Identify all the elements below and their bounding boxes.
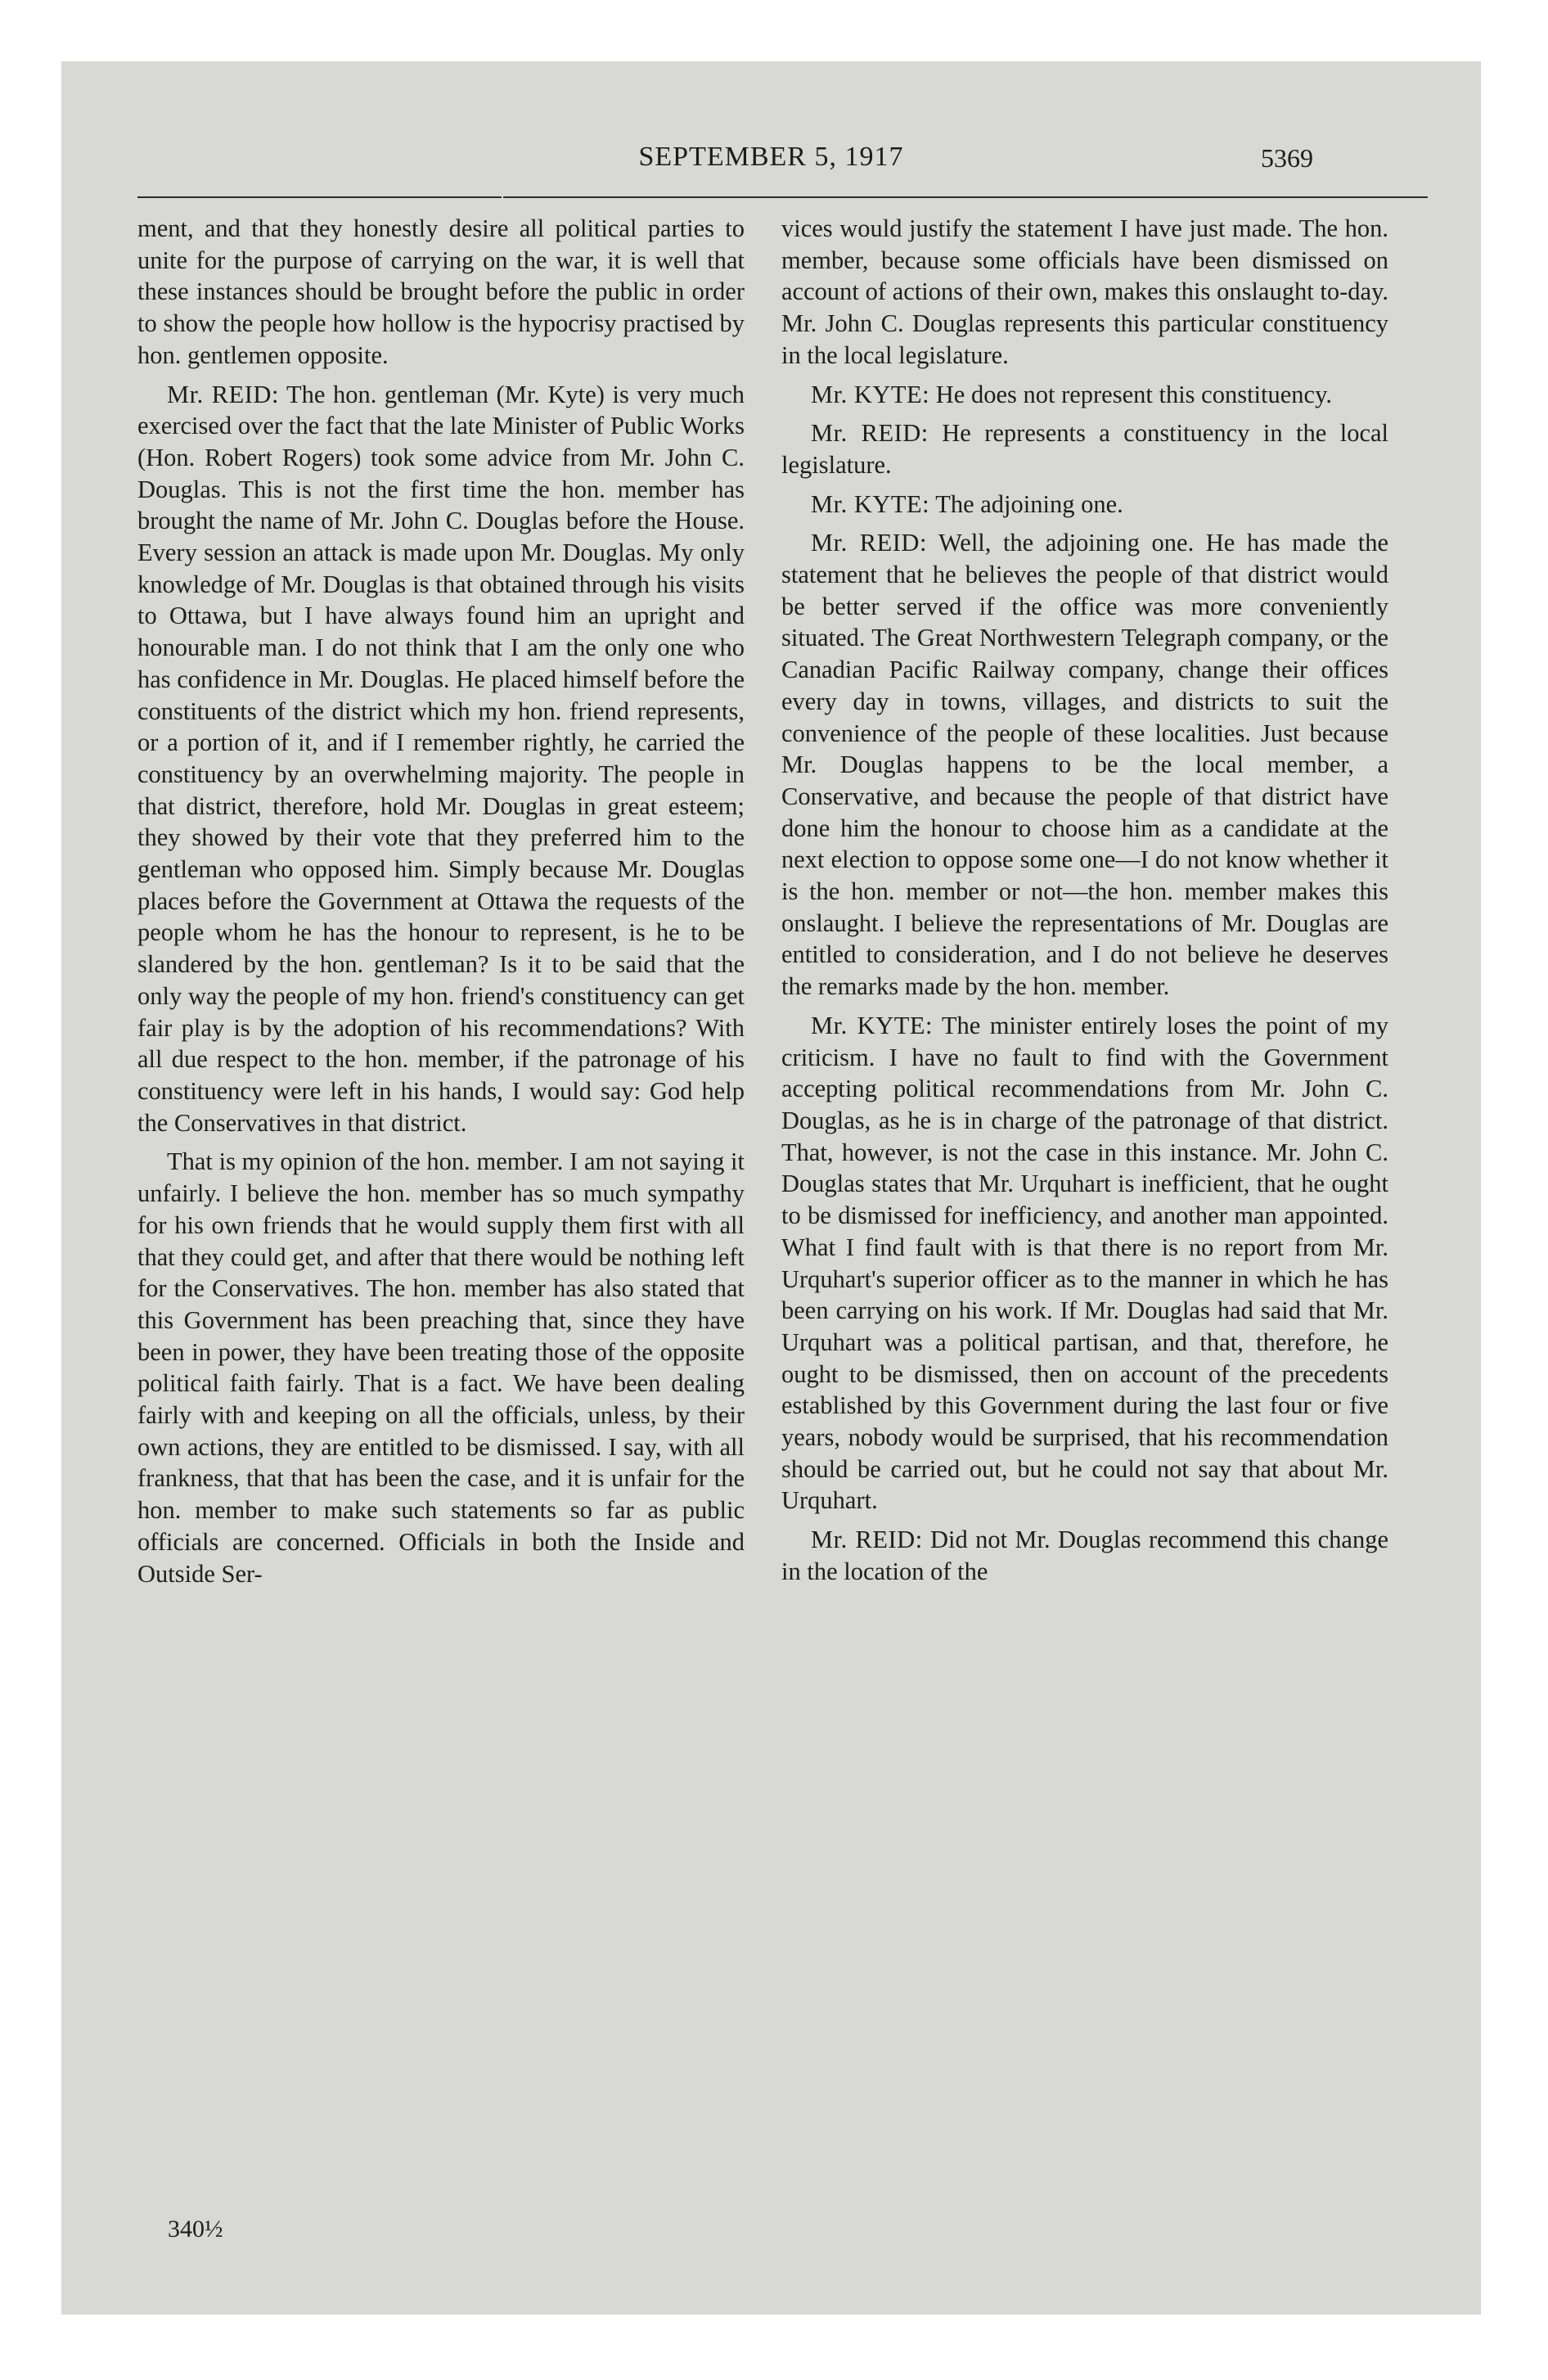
paragraph: [781, 527, 1388, 1003]
page-header: [61, 61, 1481, 176]
speech-text: He does not represent this constituency.: [935, 380, 1332, 408]
speaker-name: Mr. REID:: [167, 380, 279, 408]
paragraph: [781, 489, 1388, 521]
speech-text: The hon. gentleman (Mr. Kyte) is very much exercised over the fact that the late Minister of Public Works (Hon. Robert Rogers) took some advice from Mr. John C. Douglas. This is not the first time the hon. member has brought the name of Mr. John C. Douglas before the House. Every session an attack is made upon Mr. Douglas. My only knowledge of Mr. Douglas is that obtained through his visits to Ottawa, but I have always found him an upright and honourable man. I do not think that I am the only one who has confidence in Mr. Douglas. He placed himself before the constituents of the district which my hon. friend represents, or a portion of it, and if I remember rightly, he carried the constituency by an overwhelming majority. The people in that district, therefore, hold Mr. Douglas in great esteem; they showed by their vote that they preferred him to the gentleman who opposed him. Simply because Mr. Douglas places before the Government at Ottawa the requests of the people whom he has the honour to represent, is he to be slandered by the hon. gentleman? Is it to be said that the only way the people of my hon. friend's constituency can get fair play is by the adoption of his recommendations? With all due respect to the hon. member, if the patronage of his constituency were left in his hands, I would say: God help the Conservatives in that district.: [137, 380, 745, 1137]
paragraph: That is my opinion of the hon. member. I am not saying it unfairly. I believe the hon. member has so much sympathy for his own friends that he would supply them first with all that they could get, and after that there would be nothing left for the Conservatives. The hon. member has also stated that this Government has been preaching that, since they have been in power, they have been treating those of the opposite political faith fairly. That is a fact. We have been dealing fairly with and keeping on all the officials, unless, by their own actions, they are entitled to be dismissed. I say, with all frankness, that that has been the case, and it is unfair for the hon. member to make such statements so far as public officials are concerned. Officials in both the Inside and Outside Ser-: [137, 1147, 745, 1588]
paragraph: [781, 1010, 1388, 1517]
header-date: SEPTEMBER 5, 1917: [638, 142, 904, 172]
paragraph: vices would justify the statement I have just made. The hon. member, because some officials have been dismissed on account of actions of their own, makes this onslaught to-day. Mr. John C. Douglas represents this particular constituency in the local legislature.: [781, 214, 1388, 369]
speaker-name: Mr. REID:: [811, 1526, 923, 1554]
footer-mark: 340½: [168, 2215, 223, 2243]
left-column: [137, 213, 745, 1597]
header-rule-left: [137, 196, 502, 198]
paragraph: [781, 379, 1388, 411]
speech-text: The adjoining one.: [935, 489, 1123, 518]
paragraph: ment, and that they honestly desire all political parties to unite for the purpose of carrying on the war, it is well that these instances should be brought before the public in order to show the people how hollow is the hypocrisy practised by hon. gentlemen opposite.: [137, 214, 745, 369]
speech-text: Well, the adjoining one. He has made the statement that he believes the people of that district would be better served if the office was more conveniently situated. The Great Northwestern Telegraph company, or the Canadian Pacific Railway company, change their offices every day in towns, villages, and districts to suit the convenience of the people of these localities. Just because Mr. Douglas happens to be the local member, a Conservative, and because the people of that district have done him the honour to choose him as a candidate at the next election to oppose some one—I do not know whether it is the hon. member or not—the hon. member makes this onslaught. I believe the representations of Mr. Douglas are entitled to consideration, and I do not believe he deserves the remarks made by the hon. member.: [781, 529, 1388, 1001]
speech-text: He represents a constituency in the local legislature.: [781, 419, 1388, 479]
speaker-name: Mr. REID:: [811, 529, 927, 557]
page-number: 5369: [1261, 143, 1313, 173]
speaker-name: Mr. REID:: [811, 419, 929, 448]
paragraph: [781, 1524, 1388, 1587]
speaker-name: Mr. KYTE:: [811, 1011, 933, 1039]
speech-text: Did not Mr. Douglas recommend this change in the location of the: [781, 1526, 1389, 1585]
paragraph: [137, 379, 745, 1139]
header-rule-right: [503, 196, 1428, 198]
speaker-name: Mr. KYTE:: [811, 489, 930, 518]
speech-text: The minister entirely loses the point of my criticism. I have no fault to find with the Government accepting political recommendations from Mr. John C. Douglas, as he is in charge of the patronage of that district. That, however, is not the case in this instance. Mr. John C. Douglas states that Mr. Urquhart is inefficient, that he ought to be dismissed for inefficiency, and another man appointed. What I find fault with is that there is no report from Mr. Urquhart's superior officer as to the manner in which he has been carrying on his work. If Mr. Douglas had said that Mr. Urquhart was a political partisan, and that, therefore, he ought to be dismissed, then on account of the precedents established by this Government during the last four or five years, nobody would be surprised, that his recommendation should be carried out, but he could not say that about Mr. Urquhart.: [781, 1011, 1388, 1515]
speaker-name: Mr. KYTE:: [811, 380, 930, 408]
right-column: [781, 213, 1388, 1595]
paragraph: [781, 417, 1388, 480]
scanned-page: [61, 61, 1481, 2315]
